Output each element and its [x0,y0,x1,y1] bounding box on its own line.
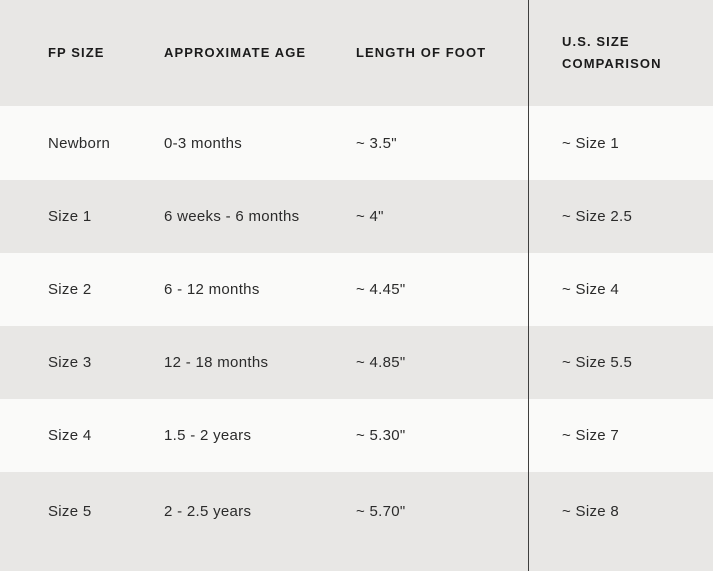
header-approximate-age: APPROXIMATE AGE [164,45,307,60]
cell-approximate-age: 6 weeks - 6 months [164,208,300,225]
cell-fp-size: Size 2 [48,281,92,298]
cell-us-size: ~ Size 5.5 [562,354,633,371]
table-row-newborn [0,106,713,180]
table-row-size-2 [0,253,713,326]
cell-us-size: ~ Size 8 [562,503,620,520]
table-row-size-1 [0,180,713,253]
cell-fp-size: Size 4 [48,427,92,444]
cell-approximate-age: 1.5 - 2 years [164,427,252,444]
header-fp-size: FP SIZE [48,45,105,60]
cell-approximate-age: 0-3 months [164,134,243,152]
cell-length-of-foot: ~ 4.85" [356,354,406,371]
cell-fp-size: Size 5 [48,503,92,520]
column-divider-line [528,0,529,571]
cell-us-size: ~ Size 7 [562,427,620,444]
table-row-size-4 [0,399,713,472]
cell-fp-size: Size 1 [48,208,92,225]
cell-length-of-foot: ~ 4" [356,208,384,225]
cell-length-of-foot: ~ 3.5" [356,134,397,152]
cell-us-size: ~ Size 2.5 [562,208,633,225]
cell-approximate-age: 2 - 2.5 years [164,503,252,520]
header-row [0,0,713,106]
cell-fp-size: Newborn [48,134,111,152]
cell-approximate-age: 12 - 18 months [164,354,269,371]
cell-length-of-foot: ~ 5.70" [356,503,406,520]
header-length-of-foot: LENGTH OF FOOT [356,45,487,60]
cell-us-size: ~ Size 1 [562,134,620,152]
cell-approximate-age: 6 - 12 months [164,281,260,298]
table-row-size-3 [0,326,713,399]
cell-length-of-foot: ~ 4.45" [356,281,406,298]
table-row-size-5 [0,472,713,571]
header-us-size-comparison: U.S. SIZE COMPARISON [562,34,662,71]
cell-fp-size: Size 3 [48,354,92,371]
cell-us-size: ~ Size 4 [562,281,620,298]
cell-length-of-foot: ~ 5.30" [356,427,406,444]
